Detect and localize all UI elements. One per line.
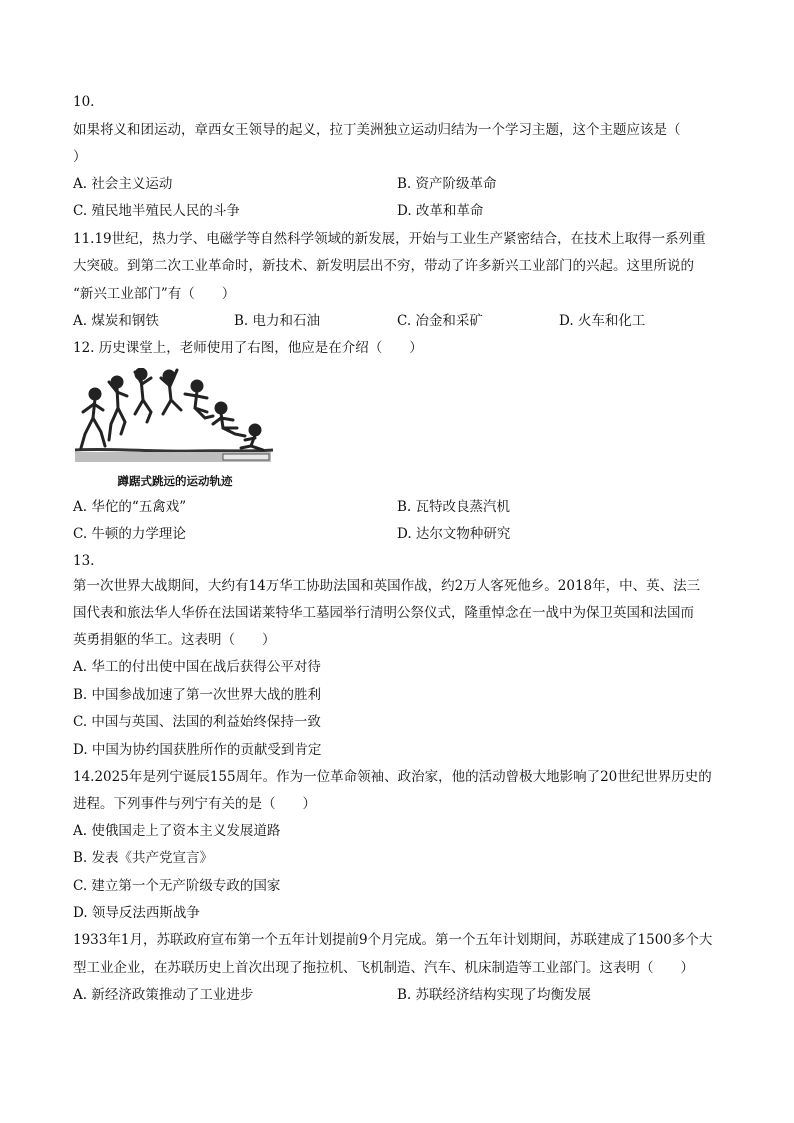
q12-option-c: C. 牛顿的力学理论 bbox=[73, 526, 186, 542]
q11-option-b: B. 电力和石油 bbox=[234, 313, 321, 329]
q13-stem-line-3: 英勇捐躯的华工。这表明（ ） bbox=[73, 632, 276, 648]
q14-option-a: A. 使俄国走上了资本主义发展道路 bbox=[73, 823, 281, 839]
q12-option-b: B. 瓦特改良蒸汽机 bbox=[397, 499, 511, 515]
q11-stem-line-3: “新兴工业部门”有（ ） bbox=[73, 286, 236, 302]
q10-option-b: B. 资产阶级革命 bbox=[397, 176, 497, 192]
q10-stem-line-2: ） bbox=[73, 149, 87, 165]
q13-option-b: B. 中国参战加速了第一次世界大战的胜利 bbox=[73, 687, 322, 703]
q15-option-b: B. 苏联经济结构实现了均衡发展 bbox=[397, 987, 592, 1003]
q12-option-a: A. 华佗的“五禽戏” bbox=[73, 499, 187, 515]
q13-stem-line-2: 国代表和旅法华人华侨在法国诺莱特华工墓园举行清明公祭仪式，隆重悼念在一战中为保卫英国和法国而 bbox=[73, 605, 694, 621]
q11-stem-line-1: 11.19世纪，热力学、电磁学等自然科学领域的新发展，开始与工业生产紧密结合，在技术上取得一系列重 bbox=[73, 231, 706, 247]
q14-stem-line-1: 14.2025年是列宁诞辰155周年。作为一位革命领袖、政治家，他的活动曾极大地影响了20世纪世界历史的 bbox=[73, 769, 712, 785]
q12-stem-line-1: 12. 历史课堂上，老师使用了右图，他应是在介绍（ ） bbox=[73, 340, 423, 356]
long-jump-figure bbox=[73, 368, 277, 466]
q15-stem-line-2: 型工业企业，在苏联历史上首次出现了拖拉机、飞机制造、汽车、机床制造等工业部门。这表明（ ） bbox=[73, 960, 694, 976]
q15-stem-line-1: 1933年1月，苏联政府宣布第一个五年计划提前9个月完成。第一个五年计划期间，苏联建成了1500多个大 bbox=[73, 932, 713, 948]
q13-option-c: C. 中国与英国、法国的利益始终保持一致 bbox=[73, 714, 321, 730]
q10-stem-line-1: 如果将义和团运动，章西女王领导的起义，拉丁美洲独立运动归结为一个学习主题，这个主题应该是（ bbox=[73, 122, 681, 138]
q12-option-d: D. 达尔文物种研究 bbox=[397, 526, 511, 542]
q11-option-a: A. 煤炭和钢铁 bbox=[73, 313, 159, 329]
q14-option-c: C. 建立第一个无产阶级专政的国家 bbox=[73, 878, 281, 894]
q13-number: 13. bbox=[73, 553, 95, 569]
q14-stem-line-2: 进程。下列事件与列宁有关的是（ ） bbox=[73, 796, 316, 812]
q11-option-d: D. 火车和化工 bbox=[559, 313, 646, 329]
q15-option-a: A. 新经济政策推动了工业进步 bbox=[73, 987, 254, 1003]
q10-number: 10. bbox=[73, 94, 95, 110]
q13-stem-line-1: 第一次世界大战期间，大约有14万华工协助法国和英国作战，约2万人客死他乡。2018年，中、英、法三 bbox=[73, 578, 701, 594]
q13-option-d: D. 中国为协约国获胜所作的贡献受到肯定 bbox=[73, 742, 322, 758]
q14-option-b: B. 发表《共产党宣言》 bbox=[73, 850, 214, 866]
q10-option-c: C. 殖民地半殖民人民的斗争 bbox=[73, 203, 240, 219]
q10-option-d: D. 改革和革命 bbox=[397, 203, 484, 219]
figure-caption: 蹲踞式跳远的运动轨迹 bbox=[117, 474, 233, 488]
q11-option-c: C. 冶金和采矿 bbox=[397, 313, 483, 329]
q13-option-a: A. 华工的付出使中国在战后获得公平对待 bbox=[73, 659, 321, 675]
q10-option-a: A. 社会主义运动 bbox=[73, 176, 173, 192]
q11-stem-line-2: 大突破。到第二次工业革命时，新技术、新发明层出不穷，带动了许多新兴工业部门的兴起。这里所说的 bbox=[73, 258, 694, 274]
q14-option-d: D. 领导反法西斯战争 bbox=[73, 905, 200, 921]
